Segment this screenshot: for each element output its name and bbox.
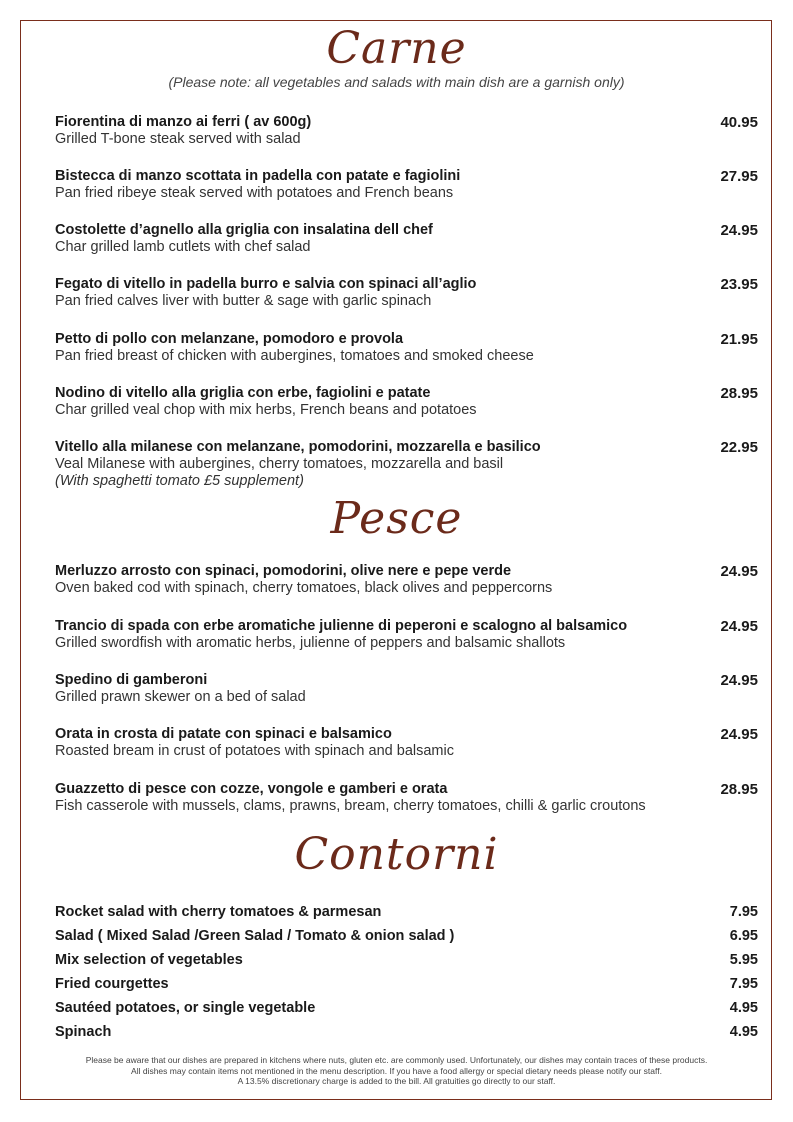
- menu-item: [55, 168, 758, 202]
- item-price: 24.95: [720, 222, 758, 239]
- side-item: [55, 1024, 758, 1041]
- item-name: Fried courgettes: [55, 976, 169, 992]
- item-price: 22.95: [720, 439, 758, 456]
- menu-item: [55, 672, 758, 706]
- item-description: Grilled swordfish with aromatic herbs, julienne of peppers and balsamic shallots: [55, 635, 566, 651]
- item-price: 27.95: [720, 168, 758, 185]
- item-description: Grilled prawn skewer on a bed of salad: [55, 689, 306, 705]
- item-name: Spinach: [55, 1024, 112, 1040]
- item-price: 24.95: [720, 563, 758, 580]
- footer-dietary-line: All dishes may contain items not mentioned in the menu description. If you have a food allergy or special dietary needs please notify our staff.: [131, 1065, 662, 1076]
- section-title-carne: Carne: [326, 23, 467, 74]
- item-description: Oven baked cod with spinach, cherry tomatoes, black olives and peppercorns: [55, 580, 553, 596]
- footer-allergy-line: Please be aware that our dishes are prepared in kitchens where nuts, gluten etc. are commonly used. Unfortunately, our dishes may contain traces of these products.: [85, 1055, 708, 1065]
- item-price: 23.95: [720, 276, 758, 293]
- item-price: 5.95: [729, 952, 758, 968]
- item-price: 4.95: [729, 1024, 758, 1040]
- item-name: Fiorentina di manzo ai ferri ( av 600g): [55, 114, 312, 130]
- item-name: Orata in crosta di patate con spinaci e balsamico: [55, 726, 392, 742]
- side-item: [55, 928, 758, 945]
- item-name: Trancio di spada con erbe aromatiche julienne di peperoni e scalogno al balsamico: [55, 618, 628, 634]
- menu-item: [55, 276, 758, 310]
- item-price: 7.95: [729, 904, 758, 920]
- side-item: [55, 952, 758, 969]
- item-name: Petto di pollo con melanzane, pomodoro e provola: [55, 331, 404, 347]
- item-supplement-note: (With spaghetti tomato £5 supplement): [55, 473, 304, 489]
- item-price: 6.95: [729, 928, 758, 944]
- side-item: [55, 904, 758, 921]
- item-description: Veal Milanese with aubergines, cherry tomatoes, mozzarella and basil: [55, 456, 504, 472]
- item-price: 4.95: [729, 1000, 758, 1016]
- item-name: Bistecca di manzo scottata in padella con patate e fagiolini: [55, 168, 461, 184]
- item-name: Merluzzo arrosto con spinaci, pomodorini, olive nere e pepe verde: [55, 563, 512, 579]
- item-name: Spedino di gamberoni: [55, 672, 208, 688]
- side-item: [55, 976, 758, 993]
- item-description: Char grilled lamb cutlets with chef salad: [55, 239, 311, 255]
- item-name: Nodino di vitello alla griglia con erbe, fagiolini e patate: [55, 385, 431, 401]
- menu-item: [55, 331, 758, 365]
- menu-item: [55, 439, 758, 490]
- item-price: 21.95: [720, 331, 758, 348]
- item-description: Pan fried breast of chicken with aubergines, tomatoes and smoked cheese: [55, 348, 534, 364]
- menu-item: [55, 726, 758, 760]
- menu-item: [55, 563, 758, 597]
- item-description: Roasted bream in crust of potatoes with spinach and balsamic: [55, 743, 454, 759]
- item-price: 7.95: [729, 976, 758, 992]
- item-name: Rocket salad with cherry tomatoes & parmesan: [55, 904, 382, 920]
- garnish-note: (Please note: all vegetables and salads with main dish are a garnish only): [168, 74, 625, 90]
- item-name: Fegato di vitello in padella burro e salvia con spinaci all’aglio: [55, 276, 477, 292]
- item-price: 24.95: [720, 726, 758, 743]
- allergy-footer: [0, 1055, 793, 1087]
- item-name: Vitello alla milanese con melanzane, pomodorini, mozzarella e basilico: [55, 439, 541, 455]
- menu-item: [55, 222, 758, 256]
- item-description: Grilled T-bone steak served with salad: [55, 131, 301, 147]
- section-title-contorni: Contorni: [294, 829, 499, 880]
- item-price: 28.95: [720, 385, 758, 402]
- menu-item: [55, 781, 758, 815]
- menu-item: [55, 618, 758, 652]
- item-price: 40.95: [720, 114, 758, 131]
- menu-item: [55, 114, 758, 148]
- section-title-pesce: Pesce: [330, 493, 463, 544]
- item-name: Guazzetto di pesce con cozze, vongole e gamberi e orata: [55, 781, 448, 797]
- item-price: 24.95: [720, 672, 758, 689]
- item-name: Salad ( Mixed Salad /Green Salad / Tomato & onion salad ): [55, 928, 455, 944]
- item-description: Pan fried ribeye steak served with potatoes and French beans: [55, 185, 454, 201]
- item-name: Costolette d’agnello alla griglia con insalatina dell chef: [55, 222, 433, 238]
- menu-item: [55, 385, 758, 419]
- item-name: Mix selection of vegetables: [55, 952, 243, 968]
- item-description: Char grilled veal chop with mix herbs, French beans and potatoes: [55, 402, 477, 418]
- item-price: 28.95: [720, 781, 758, 798]
- item-description: Fish casserole with mussels, clams, prawns, bream, cherry tomatoes, chilli & garlic croutons: [55, 798, 646, 814]
- item-price: 24.95: [720, 618, 758, 635]
- footer-service-charge-line: A 13.5% discretionary charge is added to the bill. All gratuities go directly to our staff.: [237, 1076, 556, 1086]
- item-name: Sautéed potatoes, or single vegetable: [55, 1000, 316, 1016]
- side-item: [55, 1000, 758, 1017]
- item-description: Pan fried calves liver with butter & sage with garlic spinach: [55, 293, 432, 309]
